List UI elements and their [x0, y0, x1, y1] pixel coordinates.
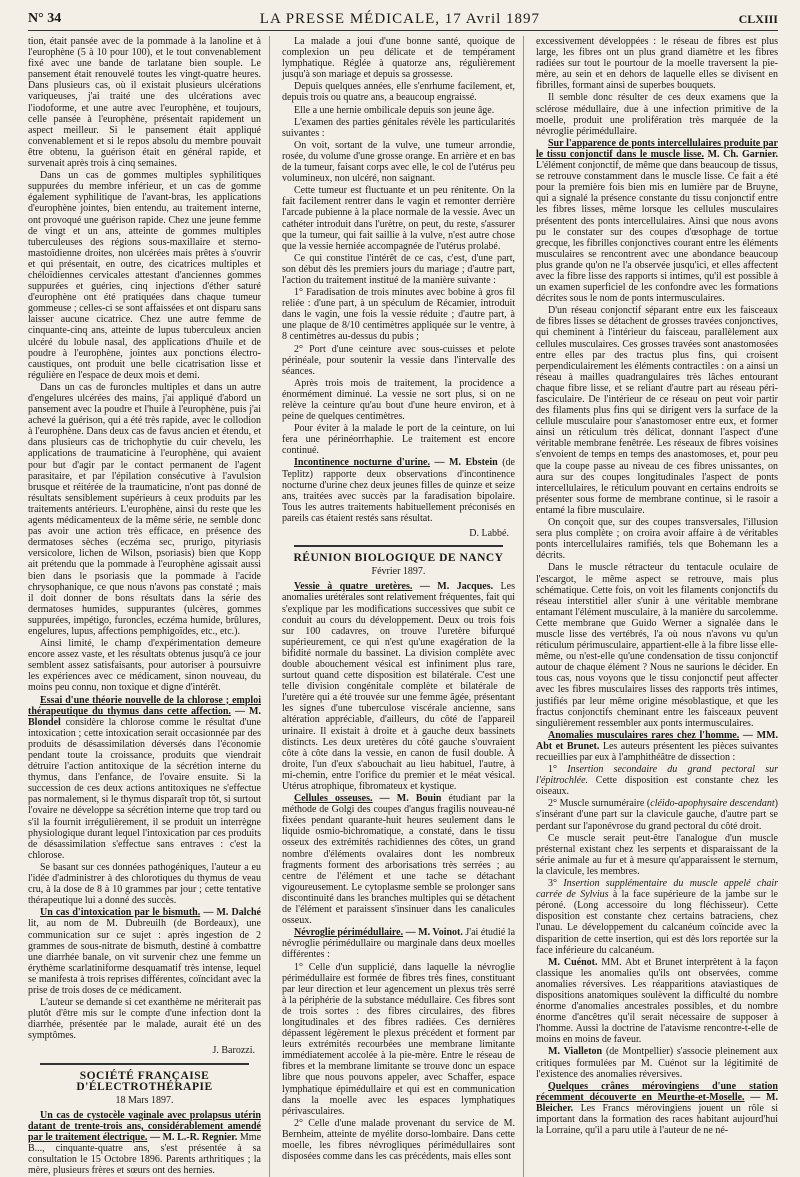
article-heading: Un cas de cystocèle vaginale avec prolapsus utérin datant de trente-trois ans, considérablement amendé par le traitement électrique. — [28, 1109, 261, 1143]
speaker-name: M. Cuénot. — [548, 956, 598, 968]
article-text: L'élément conjonctif, de même que dans beaucoup de tissus, se retrouve constamment dans le muscle lisse. Ce fait a été pour la première fois bien mis en lumière par de Bruyne, qui a signalé la présence constante du tissu conjonctif entre les fibres lisses, même lorsque les cellules musculaires présentent des ponts intercellulaires. Ainsi que nous avons pu le constater sur des coupes d'œsophage de tortue grecque, les fibrilles conjonctives courant entre les éléments musculaires se rencontrent avec une abondance beaucoup plus grande qu'on ne l'a observée jusqu'ici, et elles affectent avec la fibre lisse des rapports si intimes, qu'il est possible à un examen superficiel de les confondre avec les formations décrites sous le nom de ponts intermusculaires. — [536, 160, 778, 305]
article-author: M. Ch. Garnier. — [703, 148, 778, 160]
italic-text: Insertion secondaire du grand pectoral sur l'épitrochlée. — [536, 764, 778, 787]
list-number: 1° — [548, 764, 568, 776]
text-run: Cette disposition est constante chez les oiseaux. — [536, 775, 778, 798]
section-divider — [40, 1063, 250, 1065]
paragraph — [536, 798, 778, 831]
article-heading: Cellules osseuses. — [294, 793, 373, 805]
paragraph: Ce muscle serait peut-être l'analogue d'un muscle présternal existant chez les serpents et disparaissant de la série animale au fur et à mesure qu'apparaissent le sternum, la clavicule, les membres. — [536, 832, 778, 877]
column-2 — [282, 36, 524, 1177]
text-run: (de Montpellier) s'associe pleinement aux critiques formulées par M. Cuénot sur la légitimité de l'existence des anomalies réversives. — [536, 1046, 778, 1080]
article-text: Les Francs mérovingiens jouent un rôle si important dans la formation des races habitant aujourd'hui la Lorraine, qu'il a paru utile à l'auteur de ne né- — [536, 1102, 778, 1137]
paragraph: 2° Celle d'une malade provenant du service de M. Bernheim, atteinte de myélite dorso-lombaire. Dans cette moelle, les fibres névrogliques périmédullaires sont disposées comme dans les cas précédents, mais elles sont — [282, 1117, 515, 1163]
article-cystocele — [28, 1110, 261, 1177]
article-ponts — [536, 138, 778, 304]
article-anomalies — [536, 730, 778, 763]
text-run: MM. Abt et Brunet interprètent à la façon classique les anomalies qu'ils ont observées, comme anomalies réversives. Les réapparitions ataviastiques de dispositions anatomiques soulèvent la difficulté du nombre énorme d'anomalies ancestrales possibles, et du nombre énorme d'ancêtres qu'il serait nécessaire de supposer à l'homme. Aussi la doctrine de l'atavisme rencontre-t-elle de moins en moins de faveur. — [536, 956, 778, 1046]
text-run: 2° Muscle surnuméraire ( — [548, 798, 651, 810]
paragraph: Pour éviter à la malade le port de la ceinture, on lui fera une périnéorrhaphie. Le traitement est encore continué. — [282, 423, 515, 457]
paragraph: Dans le muscle rétracteur du tentacule oculaire de l'escargot, le même aspect se retrouve, mais plus schématique. Cette fois, on voit les filaments conjonctifs du réseau interstitiel aller s'unir à une véritable membrane entamant l'élément musculaire, à la manière du sarcolemme. Cette membrane que Guido Werner a signalée dans le muscle lisse des vertébrés, l'a où nous n'avons vu qu'un réticulum périmusculaire, appartient-elle à la fibre lisse elle-même, ou n'est-elle qu'une condensation de tissu conjonctif autour de chaque élément ? Nous ne saurions le décider. En tous cas, nous voyons que le tissu conjonctif peut affecter avec les fibres musculaires lisses des rapports très intimes, justifiés par leur même origine mésoblastique, et que les fractus conjonctifs cheminant entre les faisceaux peuvent singulièrement ressembler aux ponts intermusculaires. — [536, 562, 778, 729]
page-number: CLXIII — [738, 11, 778, 26]
paragraph: La malade a joui d'une bonne santé, quoique de complexion un peu délicate et de tempérament lymphatique. Réglée à quatorze ans, régulièrement jusqu'à son mariage et depuis sa grossesse. — [282, 36, 515, 81]
masthead-title: LA PRESSE MÉDICALE, 17 Avril 1897 — [259, 10, 541, 27]
article-author: — M. Jacques. — [419, 581, 494, 593]
article-author: — M. Bleicher. — [536, 1091, 778, 1114]
text-run: à la face supérieure de la jambe sur le péroné. (Long accessoire du long fléchisseur). Cette disposition est constante chez certains batraciens, chez l'unau. Le développement du calcanéum coïncide avec la disparition de cette insertion, qui est dès lors reportée sur la face inférieure du calcanéum. — [536, 889, 778, 956]
article-chlorose — [28, 695, 261, 861]
paragraph: Cette tumeur est fluctuante et un peu rénitente. On la fait facilement rentrer dans le vagin et remonter derrière l'arcade pubienne à la place normale de la vessie. Avec un cathéter introduit dans l'urètre, on peut, du reste, s'assurer que la tumeur, qui fait saillie à la vulve, n'est autre chose que la vessie herniée accompagnée de l'utérus prolabé. — [282, 185, 515, 252]
article-columns — [28, 36, 778, 1177]
article-author: — M. L.-R. Regnier. — [150, 1132, 238, 1143]
section-date: Février 1897. — [371, 566, 426, 578]
paragraph: excessivement développées : le réseau de fibres est plus large, les fibres ont un plus grand diamètre et les fibres radiées sur tout le pourtour de la moelle traversent la pie-mère, au sein et en dehors de laquelle elles se divisent en fibrilles, formant ainsi de superbes bouquets. — [536, 36, 778, 92]
paragraph: Dans un cas de gommes multiples syphilitiques suppurées du membre inférieur, et un cas de gomme également syphilitique de l'avant-bras, les applications d'europhène jointes, bien entendu, au traitement interne, ont provoqué une guérison rapide. Chez une jeune femme de vingt et un ans, atteinte de gommes multiples tuberculeuses des régions sous-maxillaire et sterno-mastoïdienne droites, non ulcérées mais prêtes à s'ouvrir et qui présentait, en outre, des cicatrices multiples et chéloïdiennes cervicales attestant d'anciennes gommes suppurées et guéries, cinq injections d'éther saturé d'europhène ont été pratiquées dans chaque tumeur gommeuse ; celles-ci se sont affaissées et ont disparu sans laisser aucune cicatrice. Chez une autre femme de cinquante-cinq ans, atteinte de lupus tuberculeux ancien ulcéré du lobule nasal, des applications d'huile et de poudre à l'europhène, jointes aux ponctions électro-caustiques, ont produit une belle cicatrisation lisse et régulière en l'espace de deux mois et demi. — [28, 170, 261, 381]
paragraph: Dans un cas de furoncles multiples et dans un autre d'engelures ulcérées des mains, j'ai appliqué d'abord un pansement avec la poudre et l'huile à l'europhène, puis j'ai achevé la guérison, qui a été très rapide, avec le collodion à l'europhène. Dans deux cas de favus ancien et étendu, et dans plusieurs cas de trichophytie du cuir chevelu, les applications de traumaticine à l'europhène, qui avaient pour but d'agir par le contact permanent de l'agent parasitaire, et par l'épilation consécutive à l'avulsion brusque et réitérée de la traumaticine, n'ont pas donné de résultats sensiblement supérieurs à ceux produits par les traitements antérieurs. L'europhène, ainsi du reste que les agents médicamenteux de la même série, ne semble donc pas avoir une action très efficace, en présence des dermatoses sèches (eczéma sec, prurigo, pityriasis versicolore, lichen de Wilson, psoriasis) bien que Kopp ait prétendu que la pommade à l'europhène agissait aussi bien dans le psoriasis que la pommade à l'acide chrysophanique, ce que nous n'avons pas constaté ; mais il doit donner de bons résultats dans la série des dermatoses humides, suppurantes (ulcères, gommes suppurées, impétigo, furoncles, eczéma humide, brûlures, engelures, lupus, affections pemphigoïdes, etc., etc.). — [28, 381, 261, 637]
paragraph: 1° Faradisation de trois minutes avec bobine à gros fil reliée : d'une part, à un spéculum de Récamier, introduit dans le vagin, une fois la vessie réduite ; d'autre part, à une plaque de 8/10 centimètres appliquée sur le ventre, à 8 centimètres au-dessus du pubis ; — [282, 287, 515, 343]
section-title: RÉUNION BIOLOGIQUE DE NANCY — [293, 552, 504, 565]
paragraph — [536, 878, 778, 956]
article-author: — M. Voinot. — [405, 927, 463, 939]
signature: D. Labbé. — [469, 528, 509, 540]
list-number: 3° — [548, 878, 564, 890]
paragraph — [536, 764, 778, 797]
paragraph: On voit, sortant de la vulve, une tumeur arrondie, rosée, du volume d'une grosse orange. En arrière et en bas de la tumeur, faisant corps avec elle, le col de l'utérus peu volumineux, non ulcéré, non saignant. — [282, 139, 515, 185]
article-text: Les auteurs présentent les pièces suivantes recueillies par eux à l'amphithéâtre de dissection : — [536, 740, 778, 763]
article-vessie — [282, 581, 515, 792]
article-author: — M. Ebstein — [434, 457, 498, 469]
article-heading: Un cas d'intoxication par le bismuth. — [40, 907, 201, 919]
paragraph: L'examen des parties génitales révèle les particularités suivantes : — [282, 116, 515, 139]
column-1 — [28, 36, 270, 1177]
article-cranes — [536, 1081, 778, 1136]
paragraph — [536, 1046, 778, 1079]
paragraph: L'auteur se demande si cet exanthème ne mériterait pas plutôt d'être mis sur le compte d'une infection dont la diarrhée, présentée par le malade, aurait été un des symptômes. — [28, 997, 261, 1042]
article-cellules — [282, 793, 515, 926]
paragraph: Après trois mois de traitement, la procidence a énormément diminué. La vessie ne sort plus, si on ne relève la ceinture qu'au bout d'une heure environ, et à peine de quelques centimètres. — [282, 377, 515, 423]
article-heading: Anomalies musculaires rares chez l'homme. — [548, 729, 740, 741]
article-author: — M. Bouin — [379, 793, 442, 805]
article-author: — M. Dalché — [203, 907, 261, 919]
article-text: J'ai étudié la névroglie périmédullaire ou marginale dans deux moelles différentes : — [282, 927, 516, 961]
article-heading: Névroglie périmédullaire. — [294, 927, 404, 939]
signature: J. Barozzi. — [212, 1045, 255, 1057]
article-heading: Quelques crânes mérovingiens d'une station récemment découverte en Meurthe-et-Moselle. — [536, 1080, 778, 1103]
article-heading: Incontinence nocturne d'urine. — [294, 457, 430, 469]
paragraph: On conçoit que, sur des coupes transversales, l'illusion sera plus complète ; on croira avoir affaire à de véritables ponts intercellulaires ramifiés, tels que Bohemann les a décrits. — [536, 517, 778, 562]
paragraph: Elle a une hernie ombilicale depuis son jeune âge. — [294, 104, 495, 116]
article-text: lit, au nom de M. Dubreuilh (de Bordeaux), une communication sur ce sujet : après ingestion de 2 grammes de sous-nitrate de bismuth, destiné à combattre une diarrhée banale, on vit survenir chez une femme un érythème scarlatiniforme desquamatif très intense, lequel se manifesta à trois reprises différentes, coïncidant avec la prise de trois doses de ce médicament. — [28, 918, 261, 996]
paragraph: Ce qui constitue l'intérêt de ce cas, c'est, d'une part, son début dès les premiers jours du mariage ; d'autre part, l'action du traitement institué de la manière suivante : — [282, 252, 515, 286]
article-author: — M. Blondel — [28, 705, 261, 728]
section-title: SOCIÉTÉ FRANÇAISE D'ÉLECTROTHÉRAPIE — [76, 1069, 213, 1093]
column-3 — [536, 36, 778, 1177]
article-nevroglie — [282, 927, 515, 960]
article-text: considère la chlorose comme le résultat d'une intoxication ; cette intoxication serait occasionnée par des produits de désassimilation déversés dans l'économie pendant toute la croissance, produits que viendrait détruire l'action antitoxique de la sécrétion interne du thymus, dans l'enfance, de l'ovaire ensuite. Si la succession de ces deux actions antitoxiques ne s'effectue pas normalement, si le thymus disparaît trop tôt, si surtout l'ovaire ne développe sa sécrétion interne que trop tard ou s'il la fournit irrégulièrement, il se produit un interrègne physiologique durant lequel l'intoxication par ces produits de désassimilation s'effectue sans entraves : c'est la chlorose. — [28, 716, 261, 861]
issue-number: N° 34 — [28, 11, 62, 26]
section-divider — [294, 545, 504, 547]
paragraph: 1° Celle d'un supplicié, dans laquelle la névroglie périmédullaire est formée de fibres très fines, constituant par leur direction et leur agencement un plexus très serré à la périphérie de la substance médullaire. Ces fibres sont de trois sortes : des fibres circulaires, des fibres longitudinales et des fibres radiées. Ces dernières dépassent légèrement le plexus précédent et forment par leurs extrémités recourbées une membrane limitante immédiatement accolée à la pie-mère. Entre le réseau de fibres et la membrane limitante se trouve donc un espace libre que nous pouvons appeler, avec Schaffer, espace lymphatique épimédullaire et qui est en communication dans la moelle avec les espaces lymphatiques périvasculaires. — [282, 961, 515, 1117]
article-author: — MM. Abt et Brunet. — [536, 729, 778, 752]
article-text: Mme B..., cinquante-quatre ans, s'est présentée à sa consultation le 15 Octobre 1896. Parents arthritiques ; la mère, plusieurs frères et sœurs ont des hernies. — [28, 1132, 262, 1177]
speaker-name: M. Vialleton — [548, 1046, 603, 1058]
section-date: 18 Mars 1897. — [115, 1094, 174, 1106]
paragraph: 2° Port d'une ceinture avec sous-cuisses et pelote périnéale, pour soutenir la vessie dans l'intervalle des séances. — [282, 343, 515, 377]
paragraph — [536, 957, 778, 1046]
paragraph: Se basant sur ces données pathogéniques, l'auteur a eu l'idée d'administrer à des chlorotiques du thymus de veau cru, à la dose de 8 à 10 grammes par jour ; cette tentative thérapeutique lui a donné des succès. — [28, 861, 261, 907]
paragraph: Ainsi limité, le champ d'expérimentation demeure encore assez vaste, et les résultats obtenus jusqu'à ce jour semblent assez satisfaisants, pour autoriser à poursuivre les expériences avec ce médicament, sinon nouveau, du moins peu connu, non toxique et digne d'intérêt. — [28, 638, 261, 694]
article-bismuth — [28, 907, 261, 996]
paragraph: Il semble donc résulter de ces deux examens que la sclérose médullaire, due à une infection primitive de la moelle, produit une prolifération très marquée de la névroglie périmédullaire. — [536, 92, 778, 137]
article-text: étudiant par la méthode de Golgi des coupes d'angus fragilis nouveau-né fixées pendant quarante-huit heures seulement dans le liquide osmio-bichromatique, a constaté, dans le tissu osseux des extrémités rachidiennes des côtes, un grand nombre d'éléments ovalaires dont les nombreux fragments forment des arborisations très serrées ; au centre de l'élément et une tache se détachant vigoureusement. Le cytoplasme semble se prolonger sans discontinuité dans les branches multiples qui se détachent de l'élément et paraissent s'insinuer dans les canalicules osseux. — [282, 793, 515, 927]
italic-text: Insertion supplémentaire du muscle appelé chair carrée de Sylvius — [536, 878, 778, 901]
article-heading: Vessie à quatre uretères. — [294, 581, 413, 593]
paragraph: tion, était pansée avec de la pommade à la lanoline et à l'europhène (5 à 10 pour 100), et le tout convenablement fixé avec une bande de tarlatane bien souple. Le pansement était renouvelé toutes les vingt-quatre heures. Dans plusieurs cas, où il existait plusieurs ulcérations variqueuses, j'ai traité une des ulcérations avec l'iodoforme, et une autre avec l'europhène, et toujours, celle pansée à l'europhène, présentait rapidement un aspect meilleur. Si le pansement était appliqué convenablement et si le repos absolu du membre pouvait être obtenu, la guérison était en général rapide, et survenait après trois à cinq semaines. — [28, 36, 261, 170]
text-run: ) s'insérant d'une part sur la clavicule gauche, d'autre part se perdant sur l'aponévrose du grand pectoral du côté droit. — [536, 798, 778, 832]
article-text: Les anomalies urétérales sont relativement fréquentes, fait qui s'explique par les modifications successives que subit ce conduit au cours du développement. Deux ou trois fois sur 100 cadavres, on trouve l'uretère bifurqué supérieurement, ce qui n'est qu'une exagération de la bifidité normale du bassinet. La division complète avec double abouchement vésical est infiniment plus rare, surtout quand cette disposition est bilatérale. C'est une telle division congénitale complète et bilatérale de l'uretère qui a été trouvée sur une femme âgée, présentant les signes d'une tuberculose viscérale ancienne, sans altération appréciable, d'ailleurs, du côté de l'appareil urinaire. Il existait à droite et à gauche deux bassinets distincts. Les deux uretères du côté gauche s'ouvraient côte à côte dans la vessie, en canon de fusil double. À droite, l'un d'eux s'abouchait au lieu habituel, l'autre, à mi-chemin, entre l'orifice du premier et le méat vésical. Utérus atrophique, fibromateux et kystique. — [282, 581, 515, 792]
article-heading: Essai d'une théorie nouvelle de la chlorose ; emploi thérapeutique du thymus dans cette affection. — [28, 694, 261, 717]
italic-text: cléido-apophysaire descendant — [650, 798, 775, 810]
page-header — [28, 8, 778, 31]
paragraph: D'un réseau conjonctif séparant entre eux les faisceaux de fibres lisses se détachent de grosses travées conjonctives, qui cheminent à l'intérieur du faisceau, parallèlement aux cellules musculaires. Ces grosses travées sont anastomosées entre elles par des tractus plus fins, qui croisent perpendiculairement les éléments contractiles : on a ainsi un réseau à mailles quadrangulaires très lâches entourant chaque fibre lisse, et se reliant d'autre part au réseau péri-fasciculaire. De l'intérieur de ce réseau on peut voir partir des filaments plus fins qui se dirigent vers la surface de la cellule musculaire pour s'anastomoser entre eux, et former ainsi un réticulum très délicat, donnant l'aspect d'une véritable membrane fenêtrée. Les réseaux de fibres voisines s'envoient de temps en temps des anastomoses, et, pour peu que la coupe passe au niveau de ces fibres unissantes, on aura sur des coupes longitudinales l'aspect de ponts intercellulaires, le réticulum pouvant en certains endroits se présenter sous forme de membrane continue, si le rasoir a entamé la fibre musculaire. — [536, 305, 778, 516]
paragraph: Depuis quelques années, elle s'enrhume facilement, et, depuis trois ou quatre ans, a beaucoup engraissé. — [282, 81, 515, 104]
article-heading: Sur l'apparence de ponts intercellulaires produite par le tissu conjonctif dans le muscle lisse. — [536, 137, 778, 160]
article-text: (de Teplitz) rapporte deux observations d'incontinence nocturne d'urine chez deux jeunes filles de quinze et seize ans, traitées avec succès par la faradisation bipolaire. Tous les autres traitements habituellement préconisés en pareils cas étaient restés sans résultat. — [282, 457, 515, 524]
article-incontinence — [282, 457, 515, 524]
